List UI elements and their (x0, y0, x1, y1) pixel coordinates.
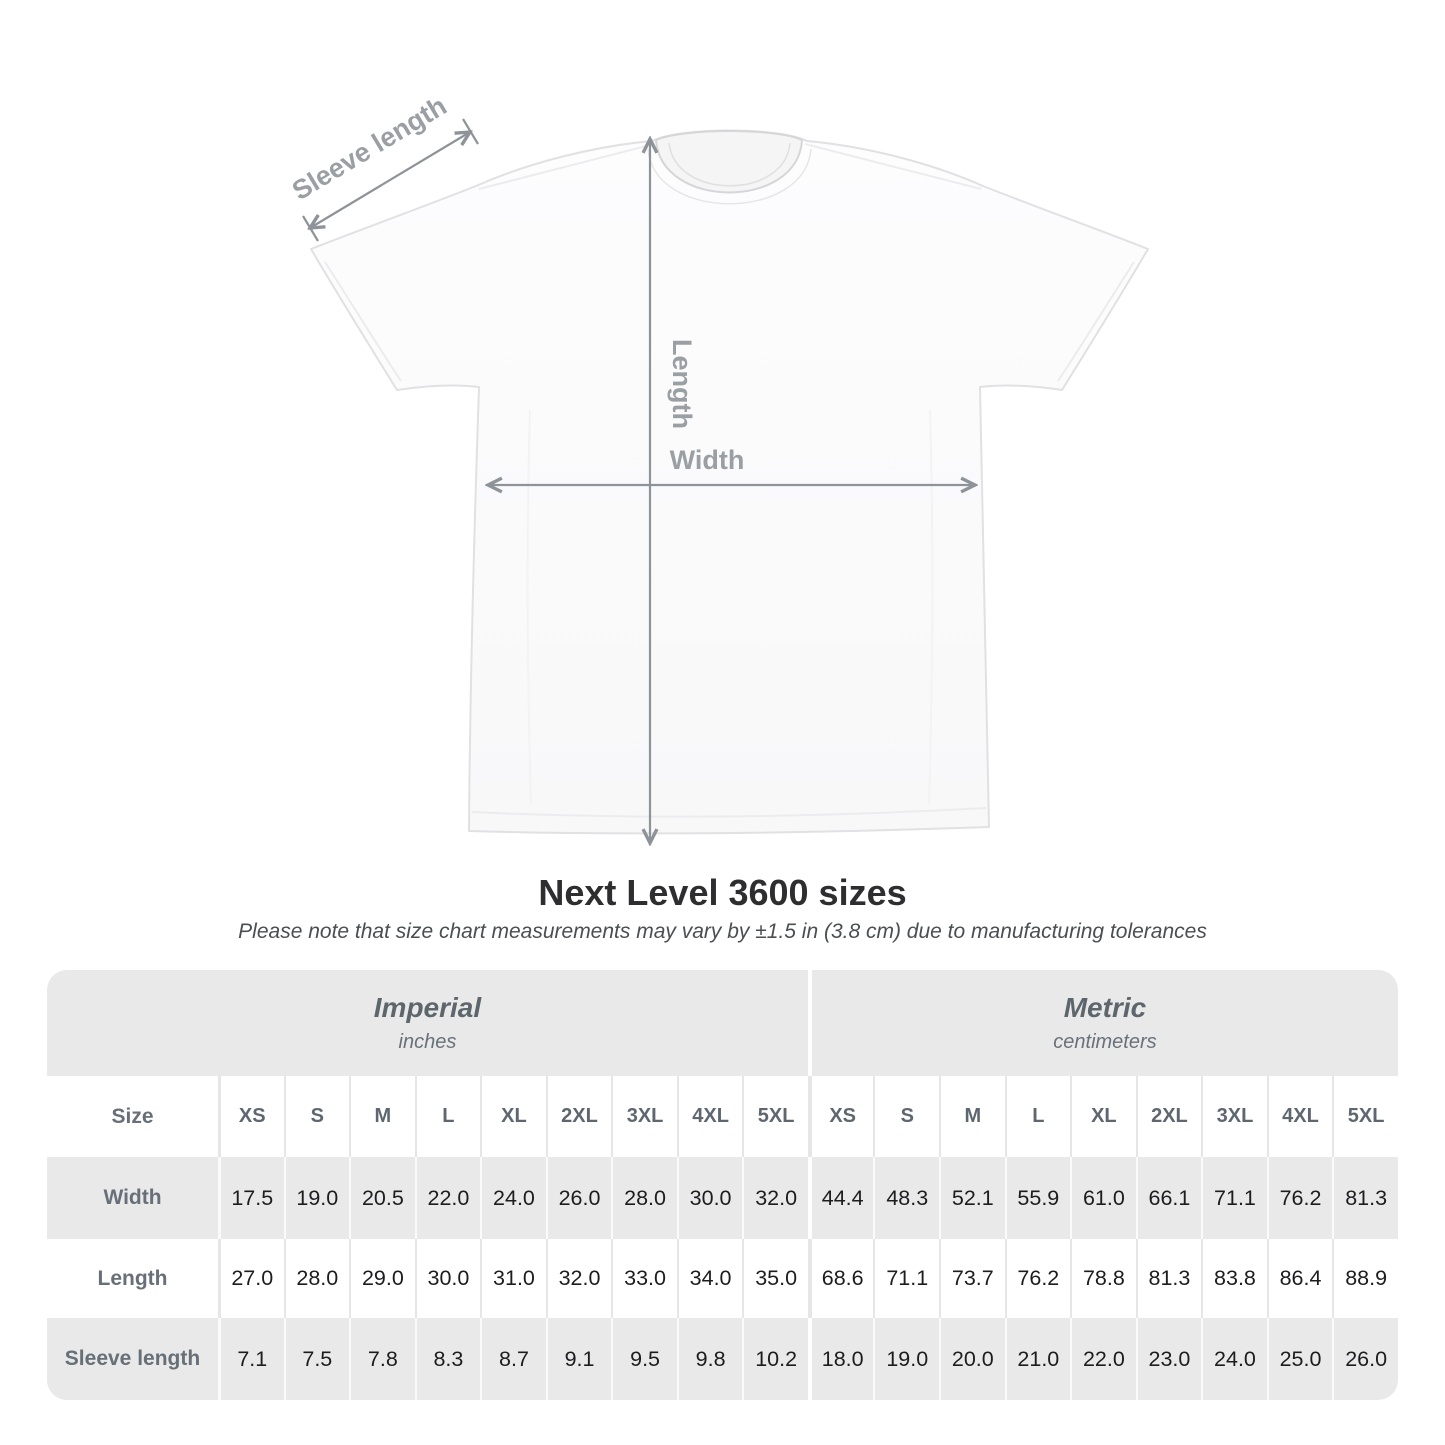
width-label: Width (669, 445, 745, 475)
value-cell: 28.0 (284, 1239, 350, 1318)
value-cell: 71.1 (873, 1239, 939, 1318)
value-cell: 17.5 (218, 1157, 284, 1239)
value-cell: 22.0 (1070, 1318, 1136, 1400)
value-cell: 21.0 (1005, 1318, 1071, 1400)
value-cell: 52.1 (939, 1157, 1005, 1239)
size-header-cell: XL (1070, 1076, 1136, 1157)
value-cell: 10.2 (742, 1318, 808, 1400)
value-cell: 76.2 (1005, 1239, 1071, 1318)
size-header-cell: 5XL (742, 1076, 808, 1157)
value-cell: 23.0 (1136, 1318, 1202, 1400)
size-header-cell: XL (480, 1076, 546, 1157)
value-cell: 81.3 (1136, 1239, 1202, 1318)
size-header-cell: M (939, 1076, 1005, 1157)
value-cell: 88.9 (1332, 1239, 1398, 1318)
value-cell: 32.0 (742, 1157, 808, 1239)
size-header-cell: XS (218, 1076, 284, 1157)
sleeve-arrow-end-tick (463, 119, 478, 144)
size-header-cell: 5XL (1332, 1076, 1398, 1157)
value-cell: 31.0 (480, 1239, 546, 1318)
metric-title: Metric (1063, 992, 1147, 1023)
value-cell: 73.7 (939, 1239, 1005, 1318)
size-table-container (47, 970, 1398, 1400)
row-label: Length (97, 1266, 168, 1290)
value-cell: 26.0 (1332, 1318, 1398, 1400)
sleeve-length-label: Sleeve length (287, 90, 452, 206)
tolerance-note: Please note that size chart measurements may vary by ±1.5 in (3.8 cm) due to manufacturing tolerances (238, 920, 1207, 943)
size-header-cell: 3XL (1201, 1076, 1267, 1157)
value-cell: 20.5 (349, 1157, 415, 1239)
value-cell: 34.0 (677, 1239, 743, 1318)
value-cell: 7.8 (349, 1318, 415, 1400)
size-header-cell: 4XL (677, 1076, 743, 1157)
value-cell: 86.4 (1267, 1239, 1333, 1318)
value-cell: 8.3 (415, 1318, 481, 1400)
size-header-row (47, 1076, 1398, 1157)
value-cell: 48.3 (873, 1157, 939, 1239)
size-header-cell: L (415, 1076, 481, 1157)
value-cell: 7.5 (284, 1318, 350, 1400)
sleeve-arrow-start-tick (303, 216, 318, 241)
value-cell: 27.0 (218, 1239, 284, 1318)
size-header-cell: 4XL (1267, 1076, 1333, 1157)
section-header-row (47, 970, 1398, 1076)
value-cell: 20.0 (939, 1318, 1005, 1400)
value-cell: 24.0 (1201, 1318, 1267, 1400)
value-cell: 32.0 (546, 1239, 612, 1318)
metric-unit: centimeters (1053, 1031, 1157, 1053)
value-cell: 9.8 (677, 1318, 743, 1400)
value-cell: 30.0 (677, 1157, 743, 1239)
row-label: Sleeve length (64, 1347, 201, 1370)
value-cell: 9.5 (611, 1318, 677, 1400)
value-cell: 8.7 (480, 1318, 546, 1400)
size-header-cell: S (873, 1076, 939, 1157)
value-cell: 29.0 (349, 1239, 415, 1318)
value-cell: 30.0 (415, 1239, 481, 1318)
measurement-row (47, 1239, 1398, 1318)
page-title: Next Level 3600 sizes (538, 872, 907, 913)
value-cell: 76.2 (1267, 1157, 1333, 1239)
value-cell: 68.6 (808, 1239, 874, 1318)
size-column-label: Size (111, 1104, 154, 1128)
value-cell: 44.4 (808, 1157, 874, 1239)
value-cell: 24.0 (480, 1157, 546, 1239)
size-header-cell: M (349, 1076, 415, 1157)
size-header-cell: L (1005, 1076, 1071, 1157)
measurement-row (47, 1157, 1398, 1239)
value-cell: 83.8 (1201, 1239, 1267, 1318)
size-header-cell: 2XL (546, 1076, 612, 1157)
metric-section-header (808, 970, 1398, 1076)
imperial-section-header (47, 970, 808, 1076)
value-cell: 25.0 (1267, 1318, 1333, 1400)
row-label: Width (103, 1186, 162, 1209)
value-cell: 18.0 (808, 1318, 874, 1400)
value-cell: 22.0 (415, 1157, 481, 1239)
size-header-cell: 2XL (1136, 1076, 1202, 1157)
value-cell: 26.0 (546, 1157, 612, 1239)
value-cell: 9.1 (546, 1318, 612, 1400)
size-table (47, 970, 1398, 1400)
value-cell: 61.0 (1070, 1157, 1136, 1239)
value-cell: 33.0 (611, 1239, 677, 1318)
value-cell: 19.0 (873, 1318, 939, 1400)
value-cell: 35.0 (742, 1239, 808, 1318)
value-cell: 78.8 (1070, 1239, 1136, 1318)
length-label: Length (667, 339, 697, 429)
measurement-row (47, 1318, 1398, 1400)
value-cell: 55.9 (1005, 1157, 1071, 1239)
size-header-cell: XS (808, 1076, 874, 1157)
size-header-cell: S (284, 1076, 350, 1157)
imperial-unit: inches (398, 1031, 457, 1053)
value-cell: 19.0 (284, 1157, 350, 1239)
value-cell: 7.1 (218, 1318, 284, 1400)
value-cell: 81.3 (1332, 1157, 1398, 1239)
size-header-cell: 3XL (611, 1076, 677, 1157)
imperial-title: Imperial (373, 992, 482, 1023)
tshirt-silhouette (311, 131, 1148, 834)
value-cell: 66.1 (1136, 1157, 1202, 1239)
value-cell: 71.1 (1201, 1157, 1267, 1239)
value-cell: 28.0 (611, 1157, 677, 1239)
